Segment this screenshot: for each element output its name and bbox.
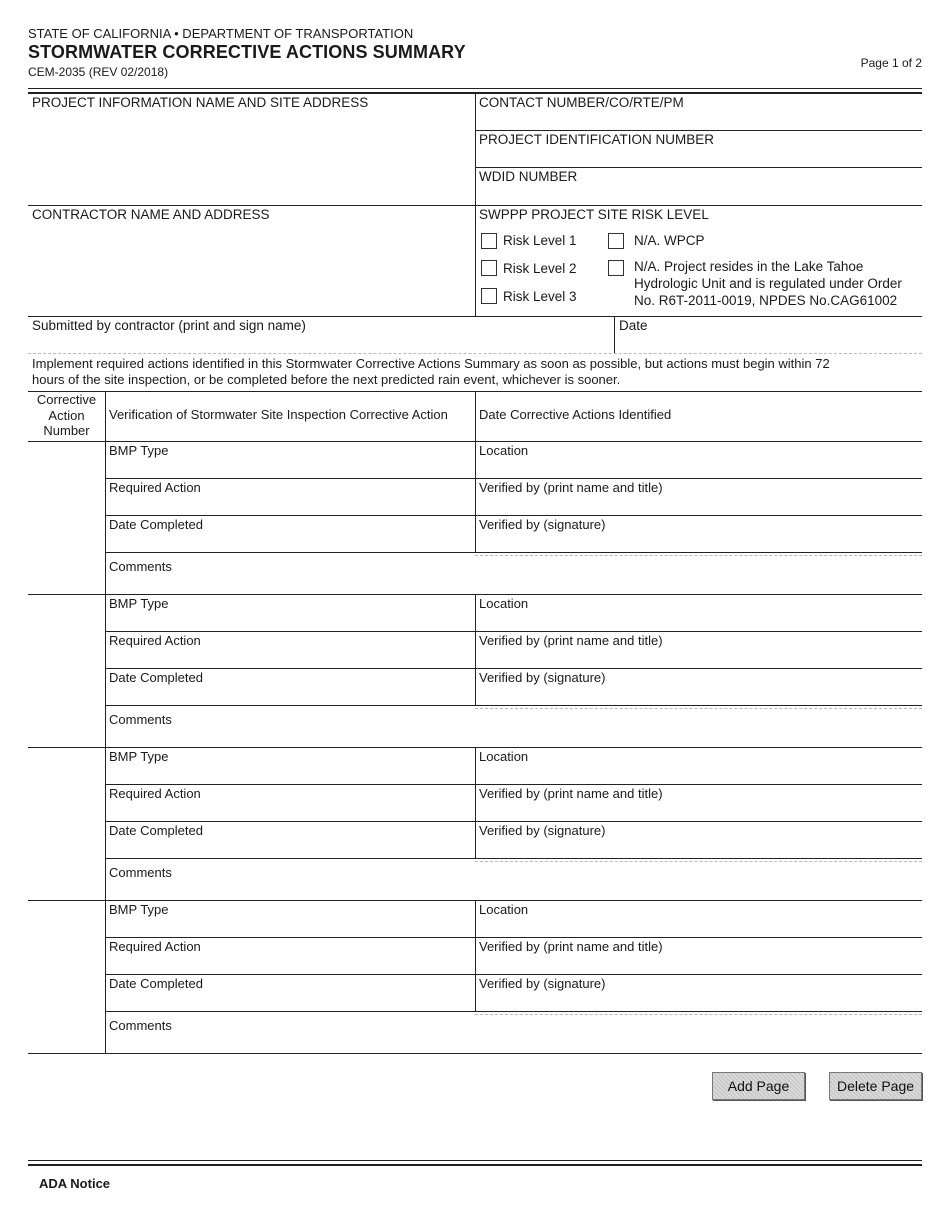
project-info-field[interactable] bbox=[32, 114, 470, 200]
action-3-bmp-type-field[interactable] bbox=[109, 766, 471, 783]
action-3-verified-name-label: Verified by (print name and title) bbox=[479, 786, 663, 801]
agency-name: STATE OF CALIFORNIA • DEPARTMENT OF TRANSPORTATION bbox=[28, 26, 414, 41]
instructions-line2: hours of the site inspection, or be completed before the next predicted rain event, whichever is sooner. bbox=[32, 372, 621, 387]
action-4-bmp-type-label: BMP Type bbox=[109, 902, 169, 917]
action-3-row-divider-2 bbox=[105, 821, 922, 822]
action-4-location-field[interactable] bbox=[479, 919, 919, 936]
contact-number-label: CONTACT NUMBER/CO/RTE/PM bbox=[479, 95, 684, 110]
action-4-verified-signature-field[interactable] bbox=[479, 993, 919, 1010]
action-2-verified-signature-label: Verified by (signature) bbox=[479, 670, 606, 685]
action-1-row-divider-1 bbox=[105, 478, 922, 479]
action-1-bmp-type-field[interactable] bbox=[109, 460, 471, 477]
action-3-comments-field[interactable] bbox=[109, 882, 919, 899]
action-3-location-label: Location bbox=[479, 749, 529, 764]
action-1-comments-field[interactable] bbox=[109, 576, 919, 593]
date-identified-header: Date Corrective Actions Identified bbox=[479, 407, 672, 422]
action-2-column-divider bbox=[475, 594, 476, 705]
action-2-comments-label: Comments bbox=[109, 712, 172, 727]
contractor-label: CONTRACTOR NAME AND ADDRESS bbox=[32, 207, 270, 222]
action-3-verified-signature-label: Verified by (signature) bbox=[479, 823, 606, 838]
action-1-signature-underline bbox=[475, 555, 922, 556]
action-3-bmp-type-label: BMP Type bbox=[109, 749, 169, 764]
action-4-date-completed-field[interactable] bbox=[109, 993, 471, 1010]
action-4-row-divider-1 bbox=[105, 937, 922, 938]
top-rule bbox=[28, 88, 922, 89]
instructions-line1: Implement required actions identified in this Stormwater Corrective Actions Summary as soon as possible, but actions must begin within 72 bbox=[32, 356, 830, 371]
page-indicator: Page 1 of 2 bbox=[860, 56, 922, 70]
action-2-date-completed-field[interactable] bbox=[109, 687, 471, 704]
action-4-required-action-field[interactable] bbox=[109, 956, 471, 973]
action-3-date-completed-field[interactable] bbox=[109, 840, 471, 857]
action-3-row-divider-1 bbox=[105, 784, 922, 785]
action-2-date-completed-label: Date Completed bbox=[109, 670, 203, 685]
verification-header: Verification of Stormwater Site Inspection Corrective Action bbox=[109, 407, 448, 422]
action-4-signature-underline bbox=[475, 1014, 922, 1015]
form-number: CEM-2035 (REV 02/2018) bbox=[28, 65, 169, 79]
action-2-row-divider-3 bbox=[105, 705, 922, 706]
action-4-column-divider bbox=[475, 900, 476, 1011]
action-3-signature-underline bbox=[475, 861, 922, 862]
contractor-divider bbox=[28, 205, 922, 206]
action-1-verified-name-field[interactable] bbox=[479, 497, 919, 514]
action-3-required-action-field[interactable] bbox=[109, 803, 471, 820]
action-2-row-divider-2 bbox=[105, 668, 922, 669]
action-number-header-line2: Action bbox=[48, 407, 85, 423]
risk-level-2-checkbox[interactable] bbox=[481, 260, 497, 276]
submitted-divider bbox=[28, 316, 922, 317]
risk-level-3-checkbox[interactable] bbox=[481, 288, 497, 304]
action-4-required-action-label: Required Action bbox=[109, 939, 201, 954]
risk-level-3-label: Risk Level 3 bbox=[503, 289, 577, 304]
na-tahoe-label-line2: Hydrologic Unit and is regulated under Order bbox=[634, 276, 902, 291]
action-1-date-completed-field[interactable] bbox=[109, 534, 471, 551]
action-4-comments-field[interactable] bbox=[109, 1035, 919, 1052]
action-2-bmp-type-field[interactable] bbox=[109, 613, 471, 630]
action-1-verified-signature-field[interactable] bbox=[479, 534, 919, 551]
wdid-label: WDID NUMBER bbox=[479, 169, 578, 184]
na-tahoe-label-line3: No. R6T-2011-0019, NPDES No.CAG61002 bbox=[634, 293, 898, 308]
footer-rule-thick bbox=[28, 1164, 922, 1166]
action-4-verified-signature-label: Verified by (signature) bbox=[479, 976, 606, 991]
action-1-verified-signature-label: Verified by (signature) bbox=[479, 517, 606, 532]
contractor-field[interactable] bbox=[32, 226, 470, 312]
action-2-verified-signature-field[interactable] bbox=[479, 687, 919, 704]
action-4-row-divider-3 bbox=[105, 1011, 922, 1012]
action-3-date-completed-label: Date Completed bbox=[109, 823, 203, 838]
action-4-verified-name-field[interactable] bbox=[479, 956, 919, 973]
action-1-comments-label: Comments bbox=[109, 559, 172, 574]
action-3-row-divider-3 bbox=[105, 858, 922, 859]
date-label: Date bbox=[619, 318, 648, 333]
action-4-bmp-type-field[interactable] bbox=[109, 919, 471, 936]
date-divider bbox=[614, 316, 615, 354]
action-number-header-line3: Number bbox=[43, 423, 90, 438]
action-1-required-action-label: Required Action bbox=[109, 480, 201, 495]
ada-notice-link[interactable]: ADA Notice bbox=[39, 1176, 111, 1191]
action-2-required-action-label: Required Action bbox=[109, 633, 201, 648]
action-1-column-divider bbox=[475, 441, 476, 552]
action-1-row-divider-2 bbox=[105, 515, 922, 516]
action-3-location-field[interactable] bbox=[479, 766, 919, 783]
action-3-verified-signature-field[interactable] bbox=[479, 840, 919, 857]
na-tahoe-label-line1: N/A. Project resides in the Lake Tahoe bbox=[634, 259, 864, 274]
submitted-by-label: Submitted by contractor (print and sign name) bbox=[32, 318, 306, 333]
action-4-location-label: Location bbox=[479, 902, 529, 917]
number-column-divider bbox=[105, 391, 106, 1054]
action-3-column-divider bbox=[475, 747, 476, 858]
action-4-bottom-rule bbox=[28, 1053, 922, 1054]
action-3-verified-name-field[interactable] bbox=[479, 803, 919, 820]
action-1-verified-name-label: Verified by (print name and title) bbox=[479, 480, 663, 495]
action-2-location-field[interactable] bbox=[479, 613, 919, 630]
project-info-label: PROJECT INFORMATION NAME AND SITE ADDRESS bbox=[32, 95, 369, 110]
action-2-bmp-type-label: BMP Type bbox=[109, 596, 169, 611]
delete-page-button[interactable]: Delete Page bbox=[829, 1072, 922, 1100]
project-id-divider bbox=[475, 167, 922, 168]
action-4-comments-label: Comments bbox=[109, 1018, 172, 1033]
submitted-date-field[interactable] bbox=[619, 336, 919, 353]
na-tahoe-checkbox[interactable] bbox=[608, 260, 624, 276]
risk-level-1-label: Risk Level 1 bbox=[503, 233, 577, 248]
action-3-comments-label: Comments bbox=[109, 865, 172, 880]
action-number-header bbox=[28, 392, 105, 439]
risk-level-label: SWPPP PROJECT SITE RISK LEVEL bbox=[479, 207, 709, 222]
action-number-header-line1: Corrective bbox=[36, 392, 97, 407]
wdid-field[interactable] bbox=[479, 186, 919, 204]
action-2-signature-underline bbox=[475, 708, 922, 709]
add-page-button[interactable]: Add Page bbox=[712, 1072, 805, 1100]
action-1-required-action-field[interactable] bbox=[109, 497, 471, 514]
submitted-underline bbox=[28, 353, 922, 354]
action-1-date-completed-label: Date Completed bbox=[109, 517, 203, 532]
action-4-verified-name-label: Verified by (print name and title) bbox=[479, 939, 663, 954]
action-2-row-divider-1 bbox=[105, 631, 922, 632]
contact-divider bbox=[475, 130, 922, 131]
action-4-date-completed-label: Date Completed bbox=[109, 976, 203, 991]
action-2-required-action-field[interactable] bbox=[109, 650, 471, 667]
action-1-bmp-type-label: BMP Type bbox=[109, 443, 169, 458]
action-2-verified-name-field[interactable] bbox=[479, 650, 919, 667]
project-id-field[interactable] bbox=[479, 149, 919, 167]
header-column-divider bbox=[475, 391, 476, 441]
action-2-location-label: Location bbox=[479, 596, 529, 611]
contact-number-field[interactable] bbox=[479, 112, 919, 130]
action-2-comments-field[interactable] bbox=[109, 729, 919, 746]
risk-level-1-checkbox[interactable] bbox=[481, 233, 497, 249]
action-2-verified-name-label: Verified by (print name and title) bbox=[479, 633, 663, 648]
submitted-by-field[interactable] bbox=[32, 336, 612, 353]
footer-rule bbox=[28, 1160, 922, 1161]
action-1-row-divider-3 bbox=[105, 552, 922, 553]
action-3-required-action-label: Required Action bbox=[109, 786, 201, 801]
na-wpcp-label: N/A. WPCP bbox=[634, 233, 705, 248]
action-1-location-label: Location bbox=[479, 443, 529, 458]
form-title: STORMWATER CORRECTIVE ACTIONS SUMMARY bbox=[28, 42, 466, 62]
action-1-location-field[interactable] bbox=[479, 460, 919, 477]
action-4-row-divider-2 bbox=[105, 974, 922, 975]
project-id-label: PROJECT IDENTIFICATION NUMBER bbox=[479, 132, 715, 147]
risk-level-2-label: Risk Level 2 bbox=[503, 261, 577, 276]
na-wpcp-checkbox[interactable] bbox=[608, 233, 624, 249]
